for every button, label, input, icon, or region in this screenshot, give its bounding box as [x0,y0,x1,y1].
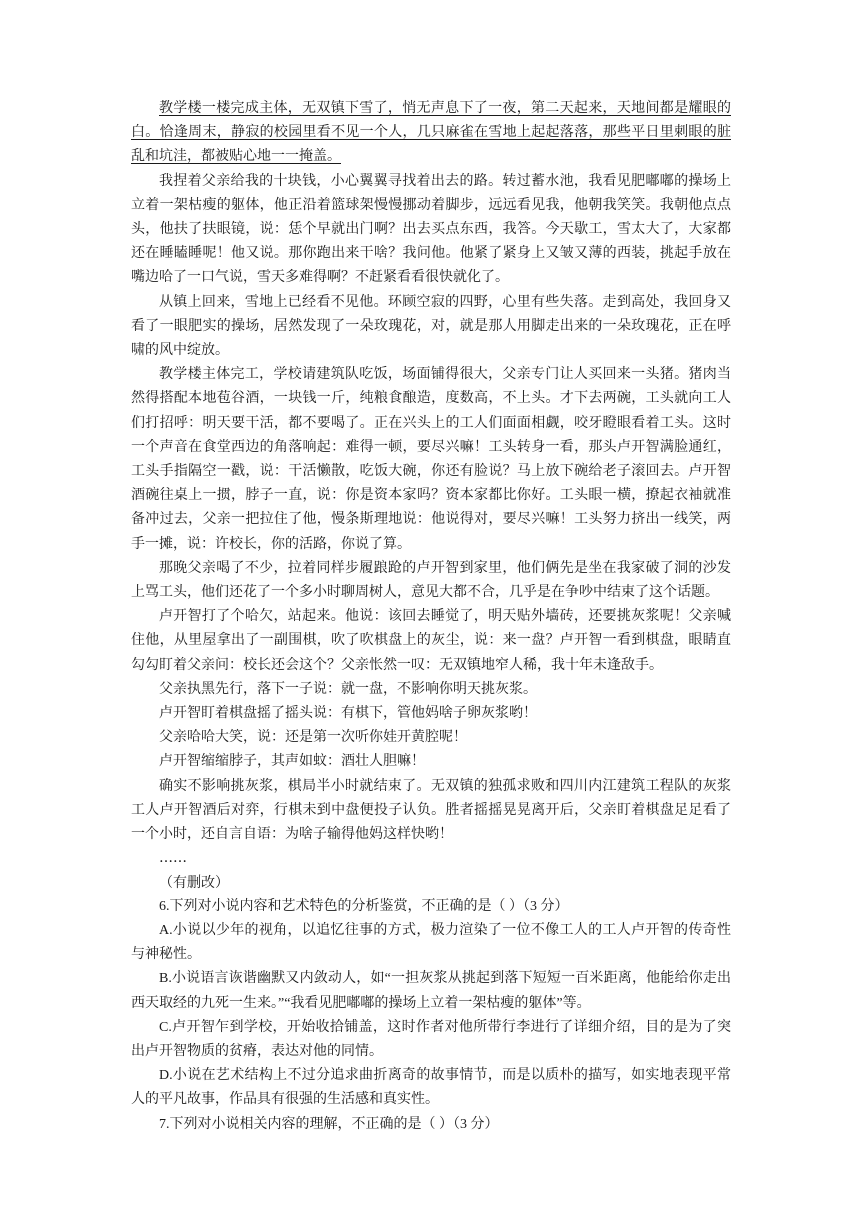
document-page [131,96,731,1137]
paragraph-mosquito-voice: 卢开智缩缩脖子，其声如蚊：酒壮人胆嘛！ [159,753,425,770]
question-7-stem: 7.下列对小说相关内容的理解，不正确的是（ ）（3 分） [159,1116,499,1132]
paragraph-game-over: 确实不影响挑灰浆，棋局半小时就结束了。无双镇的独孤求败和四川内江建筑工程队的灰浆工人卢开智酒后对弈，行棋未到中盘便投子认负。胜者摇摇晃晃离开后，父亲盯着棋盘足足看了一个小时，还自言自语：为啥子输得他妈这样快哟！ [131,777,731,843]
paragraph-that-night: 那晚父亲喝了不少，拉着同样步履踉跄的卢开智到家里，他们俩先是坐在我家破了洞的沙发上骂工头，他们还花了一个多小时聊周树人，意见大都不合，几乎是在争吵中结束了这个话题。 [131,559,731,601]
source-note: （有删改） [159,874,229,891]
question-6-option-d: D.小说在艺术结构上不过分追求曲折离奇的故事情节，而是以质朴的描写，如实地表现平常人的平凡故事，作品具有很强的生活感和真实性。 [131,1068,731,1108]
paragraph-shook-head: 卢开智盯着棋盘摇了摇头说：有棋下，管他妈啥子卵灰浆哟！ [159,705,537,722]
question-6-option-b: B.小说语言诙谐幽默又内敛动人，如“一担灰浆从挑起到落下短短一百米距离，他能给你走出西天取经的九死一生来。”“我看见肥嘟嘟的操场上立着一架枯瘦的躯体”等。 [131,971,731,1011]
question-6-option-a: A.小说以少年的视角，以追忆往事的方式，极力渲染了一位不像工人的工人卢开智的传奇性与神秘性。 [131,922,731,963]
question-6-option-c: C.卢开智乍到学校，开始收拾铺盖，这时作者对他所带行李进行了详细介绍，目的是为了突出卢开智物质的贫瘠，表达对他的同情。 [131,1019,731,1059]
ellipsis: …… [159,850,187,867]
question-6-stem: 6.下列对小说内容和艺术特色的分析鉴赏，不正确的是（ ）（3 分） [159,898,569,914]
paragraph-snow-underlined: 教学楼一楼完成主体，无双镇下雪了，悄无声息下了一夜，第二天起来，天地间都是耀眼的白。恰逢周末，静寂的校园里看不见一个人，几只麻雀在雪地上起起落落，那些平日里刺眼的脏乱和坑洼，都被贴心地一一掩盖。 [131,100,731,165]
paragraph-laugh: 父亲哈哈大笑，说：还是第一次听你娃开黄腔呢！ [159,729,467,746]
paragraph-rose: 从镇上回来，雪地上已经看不见他。环顾空寂的四野，心里有些失落。走到高处，我回身又看了一眼肥实的操场，居然发现了一朵玫瑰花，对，就是那人用脚走出来的一朵玫瑰花，正在呼啸的风中绽放。 [131,293,731,359]
paragraph-ten-yuan: 我捏着父亲给我的十块钱，小心翼翼寻找着出去的路。转过蓄水池，我看见肥嘟嘟的操场上立着一架枯瘦的躯体，他正沿着篮球架慢慢挪动着脚步，远远看见我，他朝我笑笑。我朝他点点头，他扶了扶眼镜，说：恁个早就出门啊？出去买点东西，我答。今天歇工，雪太大了，大家都还在睡瞌睡呢！他又说。那你跑出来干啥？我问他。他紧了紧身上又皱又薄的西装，挑起手放在嘴边哈了一口气说，雪天多难得啊？不赶紧看看很快就化了。 [131,172,731,286]
paragraph-banquet: 教学楼主体完工，学校请建筑队吃饭，场面铺得很大，父亲专门让人买回来一头猪。猪肉当然得搭配本地苞谷酒，一块钱一斤，纯粮食酿造，度数高，不上头。才下去两碗，工头就向工人们打招呼：明天要干活，都不要喝了。正在兴头上的工人们面面相觑，咬牙瞪眼看着工头。这时一个声音在食堂西边的角落响起：难得一顿，要尽兴嘛！工头转身一看，那头卢开智满脸通红，工头手指隔空一戳，说：干活懒散，吃饭大碗，你还有脸说？马上放下碗给老子滚回去。卢开智酒碗往桌上一掼，脖子一直，说：你是资本家吗？资本家都比你好。工头眼一横，撩起衣袖就准备冲过去，父亲一把拉住了他，慢条斯理地说：他说得对，要尽兴嘛！工头努力挤出一线笑，两手一摊，说：许校长，你的活路，你说了算。 [131,366,731,552]
paragraph-weiqi-board: 卢开智打了个哈欠，站起来。他说：该回去睡觉了，明天贴外墙砖，还要挑灰浆呢！父亲喊住他，从里屋拿出了一副围棋，吹了吹棋盘上的灰尘，说：来一盘？卢开智一看到棋盘，眼睛直勾勾盯着父亲问：校长还会这个？父亲怅然一叹：无双镇地窄人稀，我十年未逢敌手。 [131,608,731,673]
paragraph-black-first: 父亲执黑先行，落下一子说：就一盘，不影响你明天挑灰浆。 [159,680,537,697]
